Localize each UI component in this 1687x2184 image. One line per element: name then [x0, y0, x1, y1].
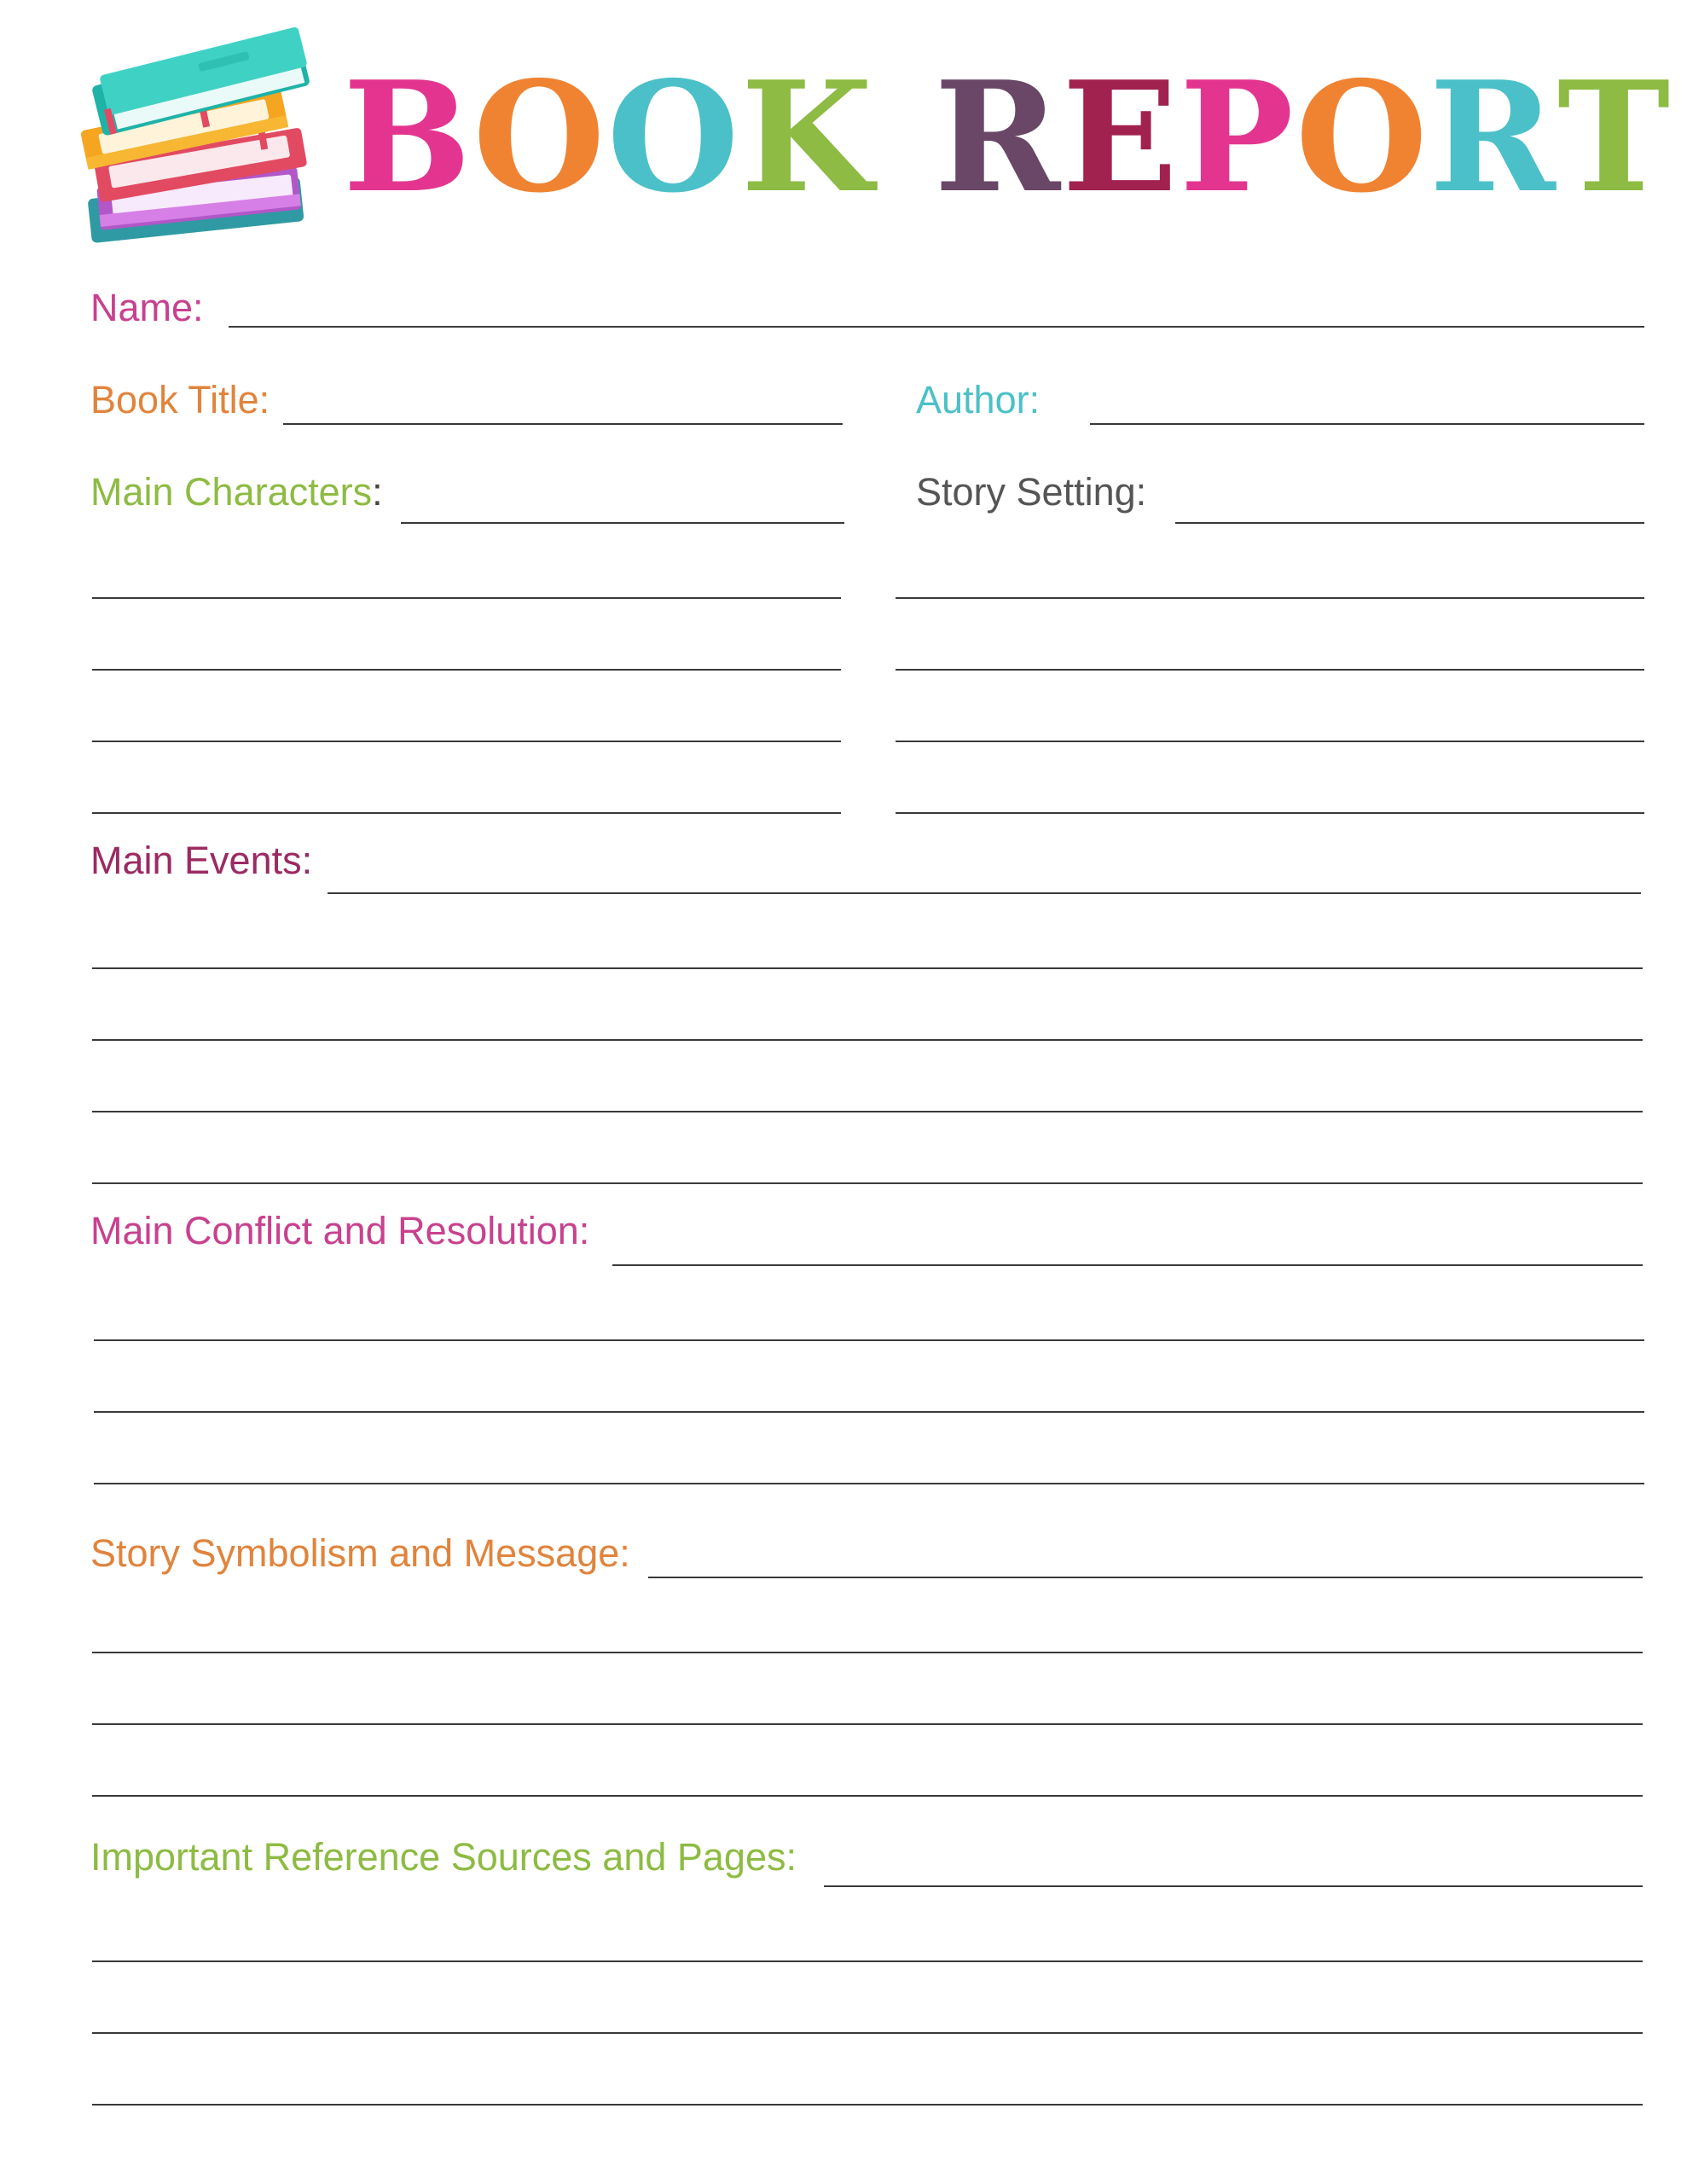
symbolism-line-1[interactable]: [92, 1652, 1643, 1653]
conflict-label: Main Conflict and Resolution:: [90, 1209, 590, 1252]
conflict-line[interactable]: [612, 1264, 1643, 1266]
characters-line-1[interactable]: [92, 597, 841, 599]
characters-line-2[interactable]: [92, 669, 841, 671]
references-label: Important Reference Sources and Pages:: [90, 1835, 797, 1879]
setting-line-4[interactable]: [896, 812, 1644, 814]
symbolism-line-2[interactable]: [92, 1723, 1643, 1725]
characters-line-4[interactable]: [92, 812, 841, 814]
author-line[interactable]: [1090, 423, 1644, 425]
title-letter-b: B: [343, 48, 473, 226]
story-setting-label: Story Setting:: [916, 470, 1147, 514]
book-title-line[interactable]: [283, 423, 843, 425]
stack-of-books-icon: [73, 26, 321, 247]
title-letter-p: P: [1179, 48, 1296, 226]
setting-line-3[interactable]: [896, 741, 1644, 742]
author-label: Author:: [916, 378, 1041, 421]
references-line-2[interactable]: [92, 2032, 1643, 2034]
main-characters-text: Main Characters: [90, 470, 373, 514]
title-letter-o1: O: [472, 48, 607, 226]
title-letter-o2: O: [606, 48, 741, 226]
page-title: [343, 48, 1673, 226]
conflict-line-3[interactable]: [94, 1483, 1644, 1484]
main-characters-label: [90, 470, 383, 514]
events-line-2[interactable]: [92, 1039, 1643, 1041]
name-label: Name:: [90, 286, 204, 329]
title-letter-e: E: [1062, 48, 1180, 226]
title-letter-r2: R: [1429, 48, 1557, 226]
title-letter-o3: O: [1295, 48, 1429, 226]
setting-line-1[interactable]: [896, 597, 1644, 599]
symbolism-label: Story Symbolism and Message:: [90, 1531, 630, 1575]
events-line-1[interactable]: [92, 967, 1643, 969]
main-characters-line[interactable]: [401, 522, 844, 524]
characters-line-3[interactable]: [92, 741, 841, 742]
title-letter-k: K: [740, 48, 875, 226]
main-events-label: Main Events:: [90, 839, 313, 882]
main-events-line[interactable]: [328, 892, 1641, 894]
setting-line-2[interactable]: [896, 669, 1644, 671]
symbolism-line-3[interactable]: [92, 1795, 1643, 1797]
main-characters-colon: :: [372, 470, 383, 514]
book-title-label: Book Title:: [90, 378, 270, 421]
references-line-3[interactable]: [92, 2104, 1643, 2106]
symbolism-line[interactable]: [648, 1577, 1643, 1578]
events-line-3[interactable]: [92, 1111, 1643, 1112]
conflict-line-2[interactable]: [94, 1411, 1644, 1413]
story-setting-line[interactable]: [1175, 522, 1644, 524]
title-letter-t: T: [1557, 48, 1673, 226]
conflict-line-1[interactable]: [94, 1339, 1644, 1341]
title-letter-r1: R: [934, 48, 1063, 226]
name-line[interactable]: [229, 326, 1644, 328]
events-line-4[interactable]: [92, 1182, 1643, 1184]
references-line[interactable]: [824, 1885, 1643, 1887]
references-line-1[interactable]: [92, 1960, 1643, 1962]
